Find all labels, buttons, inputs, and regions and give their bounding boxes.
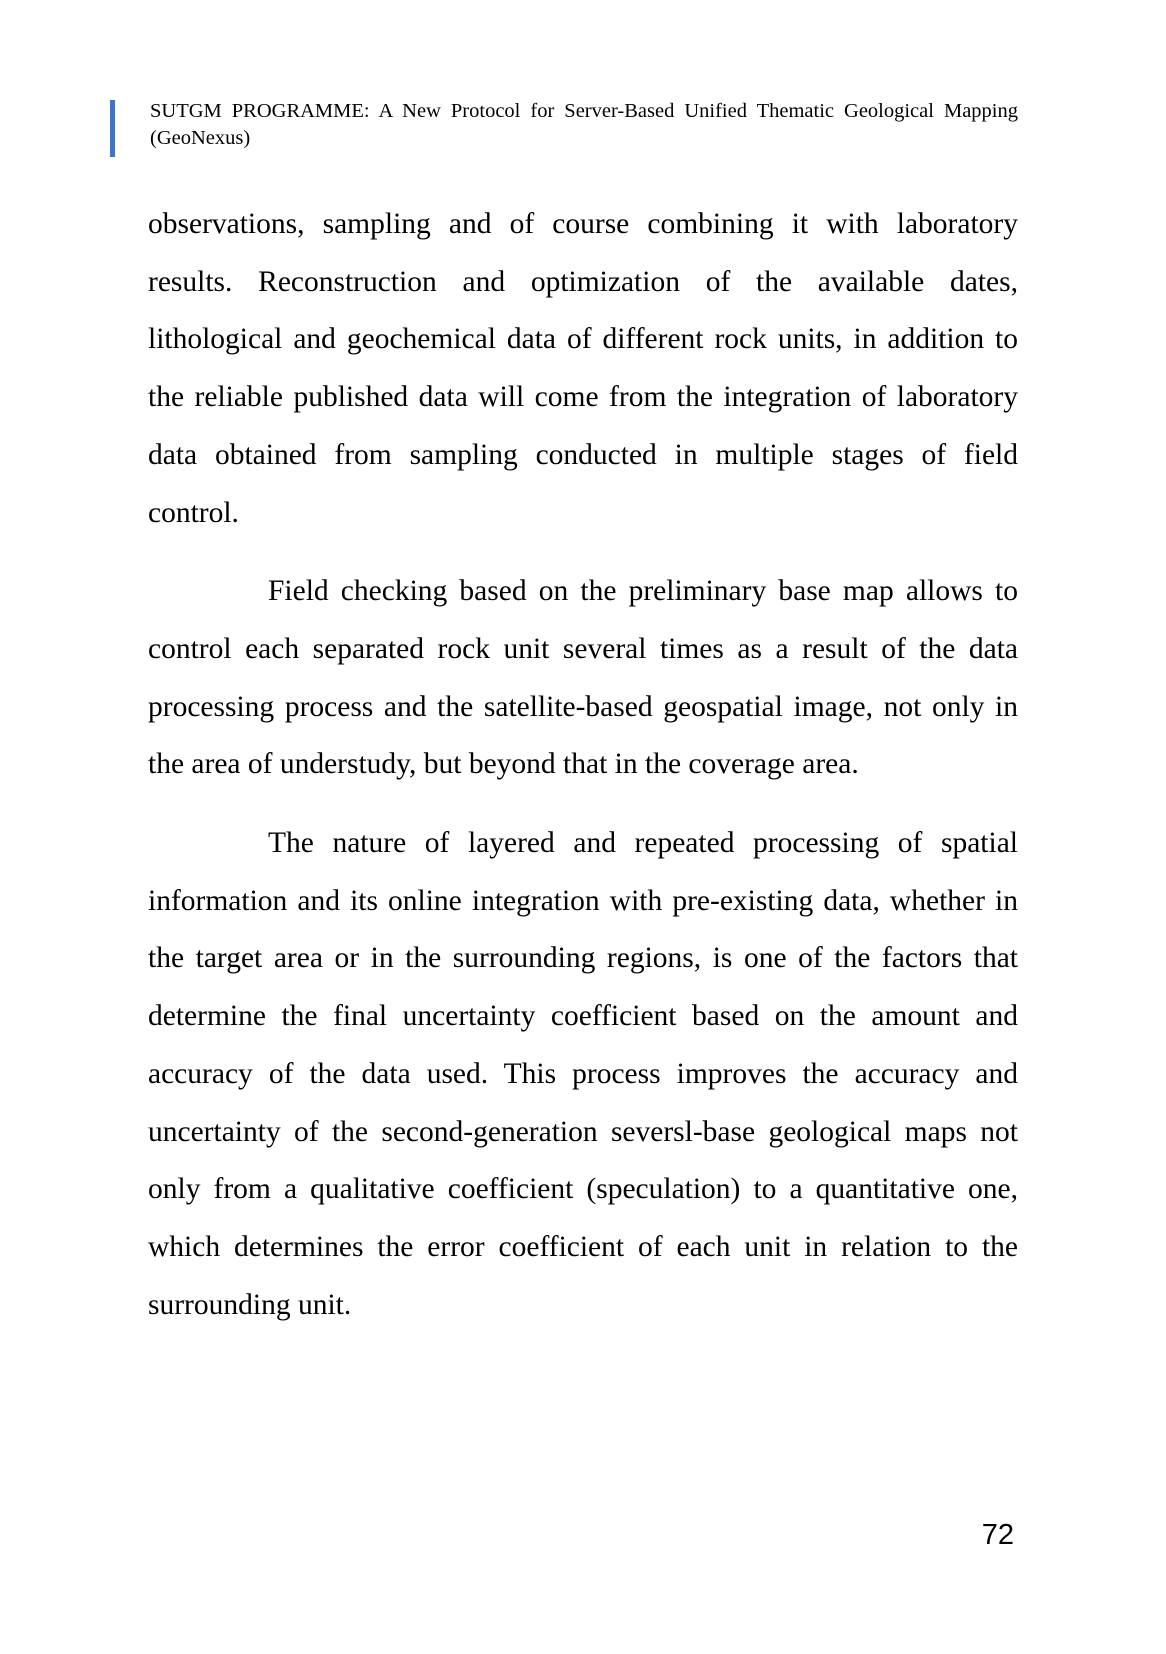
running-header-title: SUTGM PROGRAMME: A New Protocol for Server-Based Unified Thematic Geological Mapping (GeoNexus) — [150, 100, 1018, 149]
header-accent-bar — [110, 100, 115, 157]
body-text — [148, 196, 1018, 1355]
paragraph-field-checking: Field checking based on the preliminary base map allows to control each separated rock unit several times as a result of the data processing process and the satellite-based geospatial image, not only in the area of understudy, but beyond that in the coverage area. — [148, 575, 1018, 781]
paragraph-layered-processing: The nature of layered and repeated processing of spatial information and its online integration with pre-existing data, whether in the target area or in the surrounding regions, is one of the factors that determine the final uncertainty coefficient based on the amount and accuracy of the data used. This process improves the accuracy and uncertainty of the second-generation seversl-base geological maps not only from a qualitative coefficient (speculation) to a quantitative one, which determines the error coefficient of each unit in relation to the surrounding unit. — [148, 827, 1018, 1321]
paragraph-continuation: observations, sampling and of course combining it with laboratory results. Reconstruction and optimization of the available dates, lithological and geochemical data of different rock units, in addition to the reliable published data will come from the integration of laboratory data obtained from sampling conducted in multiple stages of field control. — [148, 208, 1018, 529]
page-number: 72 — [981, 1519, 1014, 1551]
